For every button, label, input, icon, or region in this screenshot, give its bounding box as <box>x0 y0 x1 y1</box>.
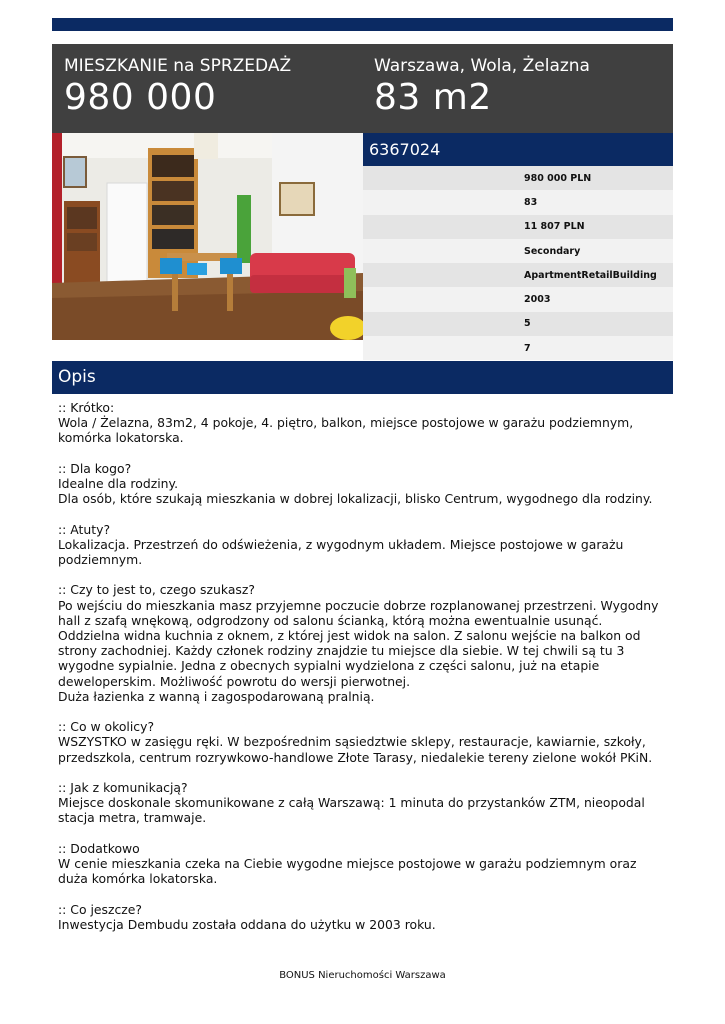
desc-heading: :: Co w okolicy? <box>58 719 155 735</box>
detail-row: 11 807 PLN <box>363 215 673 239</box>
desc-text: Idealne dla rodziny. <box>58 476 179 491</box>
desc-heading: :: Czy to jest to, czego szukasz? <box>58 582 255 598</box>
desc-block-atuty <box>58 522 668 568</box>
desc-heading: :: Krótko: <box>58 400 115 415</box>
top-accent-bar <box>52 18 673 31</box>
description-heading: Opis <box>52 361 673 394</box>
desc-text: Dla osób, które szukają mieszkania w dobrej lokalizacji, blisko Centrum, wygodnego dla rodziny. <box>58 491 653 507</box>
listing-id: 6367024 <box>363 133 673 166</box>
desc-heading: :: Atuty? <box>58 521 111 537</box>
listing-header <box>52 44 673 133</box>
living-room-image <box>52 133 363 340</box>
header-right <box>374 56 590 120</box>
desc-block-czy-to-jest-to <box>58 582 668 704</box>
desc-heading: :: Co jeszcze? <box>58 901 142 917</box>
listing-location: Warszawa, Wola, Żelazna <box>374 56 590 76</box>
desc-block-dla-kogo <box>58 461 668 507</box>
desc-text: W cenie mieszkania czeka na Ciebie wygodne miejsce postojowe w garażu podziemnym oraz duża komórka lokatorska. <box>58 856 637 887</box>
desc-heading: :: Dla kogo? <box>58 460 132 476</box>
desc-text: Duża łazienka z wanną i zagospodarowaną pralnią. <box>58 688 375 704</box>
header-left <box>64 56 291 120</box>
description-body <box>58 400 668 947</box>
apartment-photo <box>52 133 363 340</box>
desc-heading: :: Jak z komunikacją? <box>58 780 188 795</box>
desc-block-komunikacja <box>58 780 668 826</box>
desc-heading: :: Dodatkowo <box>58 840 140 856</box>
detail-row: ApartmentRetailBuilding <box>363 263 673 287</box>
desc-block-krotko <box>58 400 668 446</box>
desc-block-dodatkowo <box>58 841 668 887</box>
desc-text: WSZYSTKO w zasięgu ręki. W bezpośrednim sąsiedztwie sklepy, restauracje, kawiarnie, szkoły, przedszkola, centrum rozrywkowo-handlowe Złote Tarasy, niedalekie tereny zielone wokół PKiN. <box>58 734 653 765</box>
desc-text: Inwestycja Dembudu została oddana do użytku w 2003 roku. <box>58 916 436 932</box>
detail-row: 5 <box>363 312 673 336</box>
desc-text: Po wejściu do mieszkania masz przyjemne poczucie dobrze rozplanowanej przestrzeni. Wygodny hall z szafą wnękową, odgrodzony od salonu ścianką, którą można ewentualnie usunąć. Oddzielna widna kuchnia z oknem, z której jest widok na salon. Z salonu wejście na balkon od strony zachodniej. Każdy członek rodziny znajdzie tu miejsce dla siebie. W tej chwili są tu 3 wygodne sypialnie. Jedna z obecnych sypialni wydzielona z części salonu, już na etapie deweloperskim. Możliwość powrotu do wersji pierwotnej. <box>58 597 659 689</box>
detail-row: Secondary <box>363 239 673 263</box>
desc-block-okolica <box>58 719 668 765</box>
detail-row: 7 <box>363 336 673 360</box>
listing-area: 83 m2 <box>374 77 492 118</box>
listing-details <box>363 133 673 360</box>
listing-price: 980 000 <box>64 77 217 118</box>
desc-text: Miejsce doskonale skomunikowane z całą Warszawą: 1 minuta do przystanków ZTM, nieopodal stacja metra, tramwaje. <box>58 795 645 826</box>
footer-agency-name: BONUS Nieruchomości Warszawa <box>279 970 446 981</box>
detail-row: 2003 <box>363 287 673 311</box>
desc-block-co-jeszcze <box>58 902 668 932</box>
detail-row: 980 000 PLN <box>363 166 673 190</box>
listing-type: MIESZKANIE na SPRZEDAŻ <box>64 56 292 76</box>
detail-row: 83 <box>363 190 673 214</box>
desc-text: Lokalizacja. Przestrzeń do odświeżenia, z wygodnym układem. Miejsce postojowe w garażu podziemnym. <box>58 536 624 567</box>
desc-text: Wola / Żelazna, 83m2, 4 pokoje, 4. piętro, balkon, miejsce postojowe w garażu podziemnym, komórka lokatorska. <box>58 415 634 446</box>
